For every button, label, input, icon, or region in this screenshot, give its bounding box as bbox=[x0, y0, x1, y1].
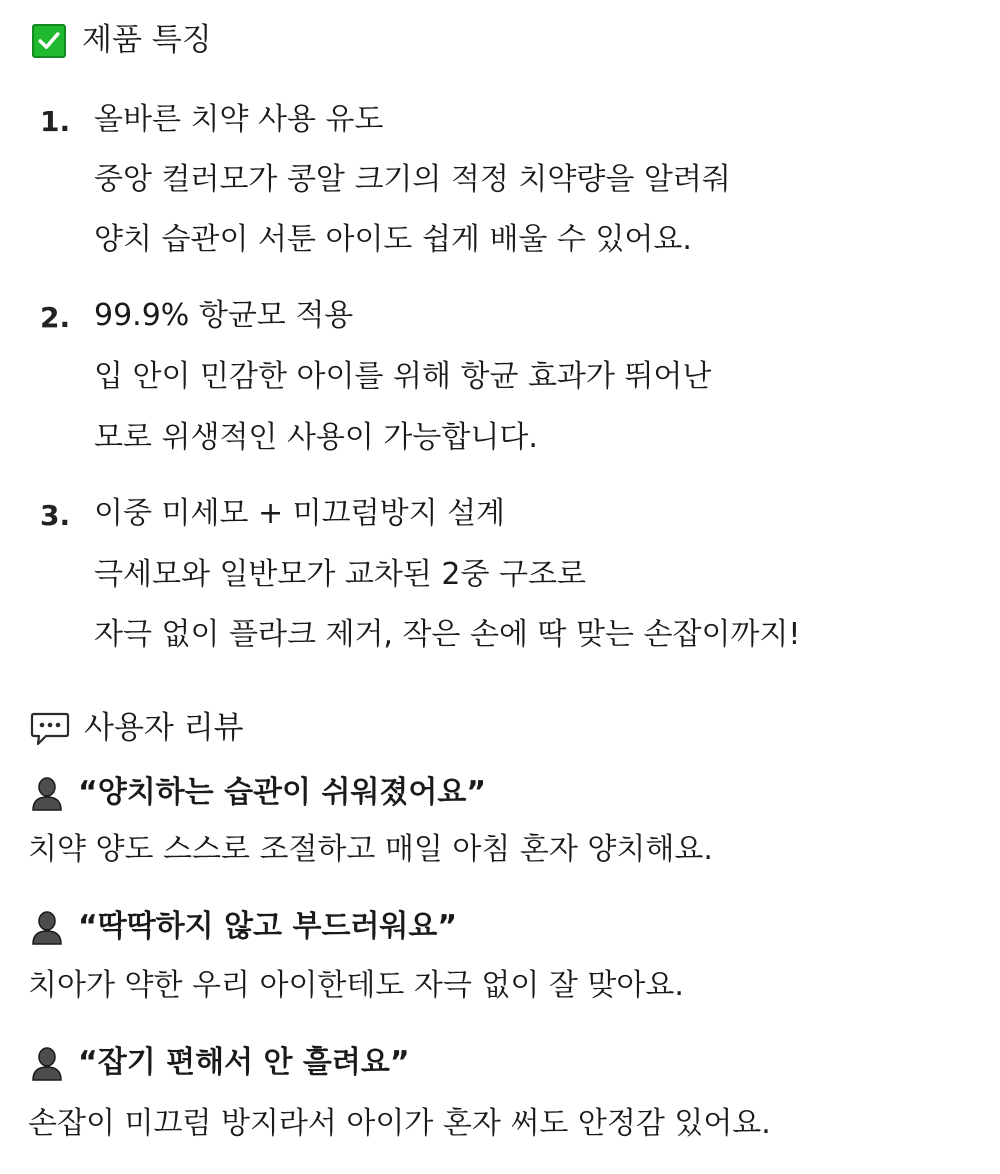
person-silhouette-icon bbox=[30, 1046, 64, 1082]
feature-3-number: 3. bbox=[40, 499, 71, 532]
features-heading: 제품 특징 bbox=[82, 22, 212, 58]
review-3-title: “잡기 편해서 안 흘려요” bbox=[78, 1045, 410, 1080]
review-1-title: “양치하는 습관이 쉬워졌어요” bbox=[78, 775, 487, 810]
feature-1-title: 올바른 치약 사용 유도 bbox=[94, 102, 384, 137]
person-silhouette-icon bbox=[30, 776, 64, 812]
person-silhouette-icon bbox=[30, 910, 64, 946]
feature-3-line-2: 자극 없이 플라크 제거, 작은 손에 딱 맞는 손잡이까지! bbox=[94, 617, 801, 652]
speech-balloon-icon bbox=[30, 711, 70, 747]
review-2-title: “딱딱하지 않고 부드러워요” bbox=[78, 909, 458, 944]
feature-2-line-1: 입 안이 민감한 아이를 위해 항균 효과가 뛰어난 bbox=[94, 359, 712, 394]
feature-3-title: 이중 미세모 + 미끄럼방지 설계 bbox=[94, 496, 506, 531]
feature-1-number: 1. bbox=[40, 105, 71, 138]
feature-2-line-2: 모로 위생적인 사용이 가능합니다. bbox=[94, 420, 538, 455]
review-2-body: 치아가 약한 우리 아이한테도 자극 없이 잘 맞아요. bbox=[28, 968, 684, 1003]
feature-1-line-1: 중앙 컬러모가 콩알 크기의 적정 치약량을 알려줘 bbox=[94, 162, 731, 197]
feature-1-line-2: 양치 습관이 서툰 아이도 쉽게 배울 수 있어요. bbox=[94, 222, 692, 257]
feature-2-title: 99.9% 항균모 적용 bbox=[94, 298, 354, 333]
review-3-body: 손잡이 미끄럼 방지라서 아이가 혼자 써도 안정감 있어요. bbox=[28, 1106, 771, 1141]
check-mark-button-icon bbox=[32, 24, 66, 58]
feature-2-number: 2. bbox=[40, 301, 71, 334]
feature-3-line-1: 극세모와 일반모가 교차된 2중 구조로 bbox=[94, 557, 586, 592]
reviews-heading: 사용자 리뷰 bbox=[84, 710, 244, 746]
review-1-body: 치약 양도 스스로 조절하고 매일 아침 혼자 양치해요. bbox=[28, 832, 713, 867]
